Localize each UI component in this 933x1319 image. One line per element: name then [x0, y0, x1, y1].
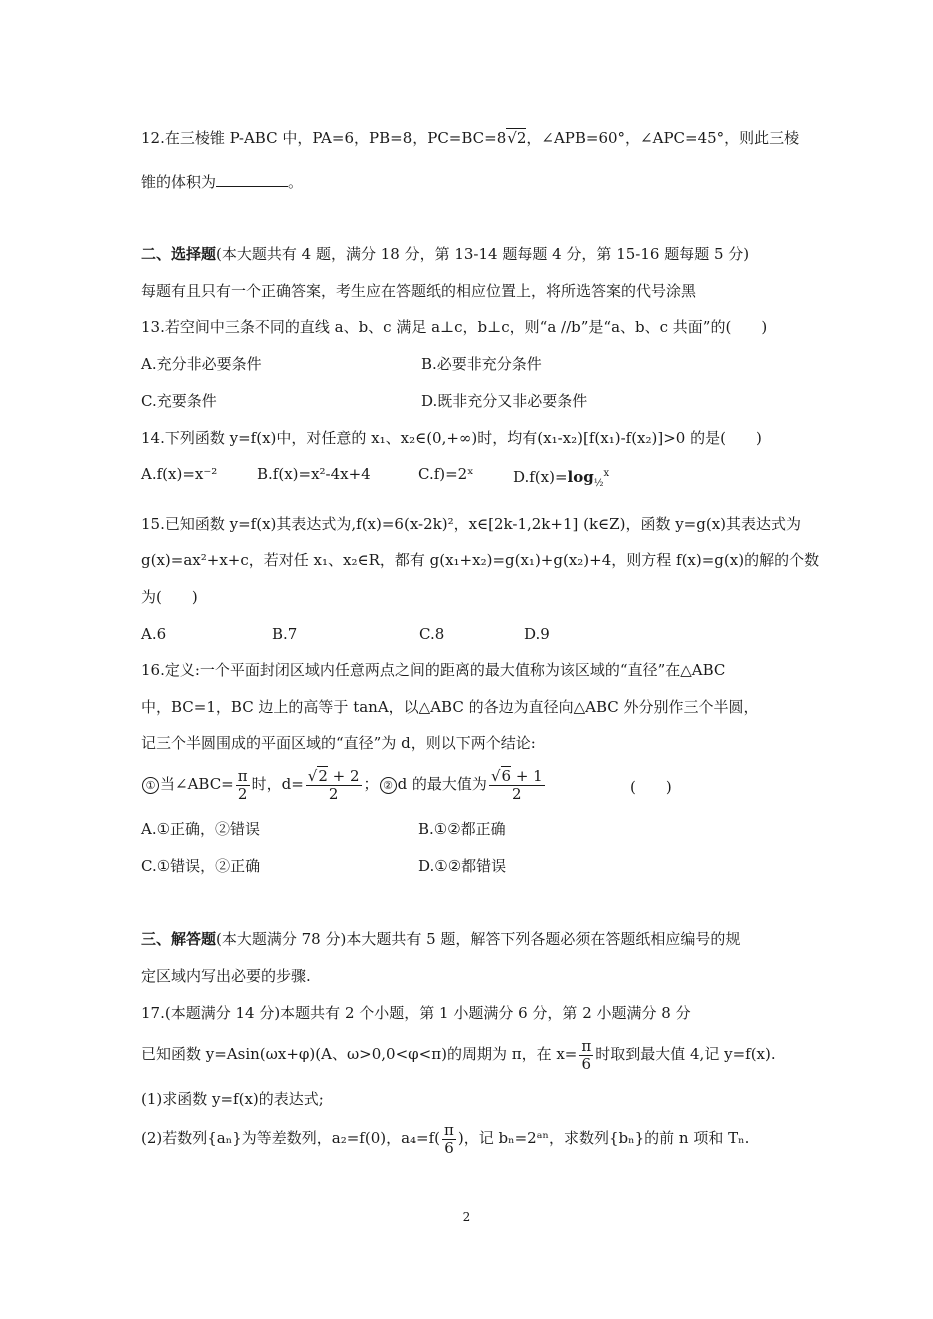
frac-plus: + 2 — [327, 766, 360, 785]
q12-line2 — [141, 172, 303, 192]
section2-instructions: 每题有且只有一个正确答案，考生应在答题纸的相应位置上，将所选答案的代号涂黑 — [141, 282, 697, 300]
q15-line3: 为( ) — [141, 588, 198, 606]
section2-heading: 二、选择题 — [141, 245, 217, 263]
q14-option-b: B.f(x)=x²-4x+4 — [257, 465, 371, 483]
section3-desc: (本大题满分 78 分)本大题共有 5 题，解答下列各题必须在答题纸相应编号的规 — [216, 930, 741, 948]
page-number: 2 — [462, 1210, 471, 1224]
q17-part1: (1)求函数 y=f(x)的表达式; — [141, 1090, 324, 1108]
log-argument: x — [603, 468, 610, 479]
q17-line1: 17.(本题满分 14 分)本题共有 2 个小题，第 1 小题满分 6 分，第 2 小题满分 8 分 — [141, 1004, 691, 1022]
sqrt-radicand: 6 — [501, 766, 512, 785]
frac-denominator: 6 — [444, 1138, 454, 1157]
q12-line2-start: 锥的体积为 — [141, 173, 217, 191]
q15-line2: g(x)=ax²+x+c，若对任 x₁、x₂∈R，都有 g(x₁+x₂)=g(x₁)+g(x₂)+4，则方程 f(x)=g(x)的解的个数 — [141, 551, 820, 569]
q17-part2-mid: )，记 bₙ=2ᵃⁿ，求数列{bₙ}的前 n 项和 Tₙ. — [457, 1129, 750, 1147]
q16-option-c: C.①错误，②正确 — [141, 857, 261, 875]
q13-option-a: A.充分非必要条件 — [141, 355, 262, 373]
q12-text-b: ，∠APB=60°，∠APC=45°，则此三棱 — [526, 129, 800, 147]
q16-conclusions — [141, 766, 547, 803]
q17-line2 — [141, 1036, 776, 1073]
frac-denominator: 6 — [581, 1054, 592, 1073]
frac-numerator: √6 + 1 — [490, 766, 543, 785]
q13-option-c: C.充要条件 — [141, 392, 217, 410]
q16-c2-text: d 的最大值为 — [397, 775, 487, 793]
q16-line2: 中，BC=1，BC 边上的高等于 tanA，以△ABC 的各边为直径向△ABC 外分别作三个半圆， — [141, 698, 759, 716]
q15-option-a: A.6 — [141, 625, 167, 643]
q15-line1: 15.已知函数 y=f(x)其表达式为,f(x)=6(x-2k)²，x∈[2k-1,2k+1] (k∈Z)，函数 y=g(x)其表达式为 — [141, 515, 802, 533]
fraction-sqrt2-plus-2 — [306, 768, 362, 803]
section3-heading: 三、解答题 — [141, 930, 217, 948]
q12-line2-end: 。 — [288, 173, 304, 191]
log-symbol: log — [567, 468, 594, 486]
q16-line3: 记三个半圆围成的平面区域的“直径”为 d，则以下两个结论: — [141, 734, 536, 752]
frac-numerator: π — [237, 766, 248, 785]
section3-header — [141, 929, 740, 949]
q16-option-a: A.①正确，②错误 — [141, 820, 261, 838]
frac-numerator: π — [444, 1120, 454, 1139]
q14-option-c: C.f)=2ˣ — [418, 465, 474, 483]
q16-c1-text: 当∠ABC= — [160, 775, 234, 793]
q14-option-a: A.f(x)=x⁻² — [141, 465, 218, 483]
section3-line2: 定区域内写出必要的步骤. — [141, 967, 311, 985]
q16-line1: 16.定义:一个平面封闭区域内任意两点之间的距离的最大值称为该区域的“直径”在△ABC — [141, 661, 726, 679]
q12-sqrt-value: 2 — [516, 129, 527, 147]
q16-c1-mid: 时，d= — [251, 775, 304, 793]
fraction-sqrt6-plus-1 — [489, 768, 545, 803]
q14-stem: 14.下列函数 y=f(x)中，对任意的 x₁、x₂∈(0,+∞)时，均有(x₁-x₂)[f(x₁)-f(x₂)]>0 的是( ) — [141, 429, 762, 447]
frac-numerator: π — [581, 1036, 592, 1055]
frac-numerator: √2 + 2 — [307, 766, 360, 785]
q12-sqrt: √2 — [507, 129, 527, 147]
q17-part2 — [141, 1120, 749, 1157]
fraction-pi-over-6 — [442, 1122, 456, 1157]
q12-line1 — [141, 128, 799, 148]
q15-option-b: B.7 — [272, 625, 298, 643]
frac-denominator: 2 — [328, 784, 339, 803]
q17-line2-post: 时取到最大值 4,记 y=f(x). — [595, 1045, 776, 1063]
q16-answer-paren: ( ) — [630, 778, 672, 796]
frac-plus: + 1 — [511, 766, 543, 785]
circled-one: ① — [142, 777, 159, 794]
answer-blank[interactable] — [216, 172, 288, 187]
q16-option-b: B.①②都正确 — [418, 820, 506, 838]
q15-option-c: C.8 — [419, 625, 445, 643]
q13-option-b: B.必要非充分条件 — [421, 355, 542, 373]
circled-two: ② — [380, 777, 397, 794]
fraction-pi-over-6 — [579, 1038, 593, 1073]
q14-option-d-prefix: D.f(x)= — [513, 468, 568, 486]
section2-desc: (本大题共有 4 题，满分 18 分，第 13-14 题每题 4 分，第 15-16 题每题 5 分) — [216, 245, 750, 263]
fraction-pi-over-2 — [236, 768, 250, 803]
q14-option-d — [513, 464, 609, 494]
q13-stem: 13.若空间中三条不同的直线 a、b、c 满足 a⊥c，b⊥c，则“a //b”是“a、b、c 共面”的( ) — [141, 318, 768, 336]
q17-part2-pre: (2)若数列{aₙ}为等差数列，a₂=f(0)，a₄=f( — [141, 1129, 441, 1147]
log-base: ½ — [593, 478, 604, 489]
q16-separator: ； — [363, 775, 379, 793]
sqrt-radicand: 2 — [318, 766, 328, 785]
frac-denominator: 2 — [237, 784, 248, 803]
q12-text-a: 12.在三棱锥 P-ABC 中，PA=6，PB=8，PC=BC=8 — [141, 129, 507, 147]
q15-option-d: D.9 — [524, 625, 550, 643]
frac-denominator: 2 — [512, 784, 522, 803]
q16-option-d: D.①②都错误 — [418, 857, 507, 875]
q13-option-d: D.既非充分又非必要条件 — [421, 392, 588, 410]
q17-line2-pre: 已知函数 y=Asin(ωx+φ)(A、ω>0,0<φ<π)的周期为 π，在 x= — [141, 1045, 578, 1063]
section2-header — [141, 244, 749, 264]
